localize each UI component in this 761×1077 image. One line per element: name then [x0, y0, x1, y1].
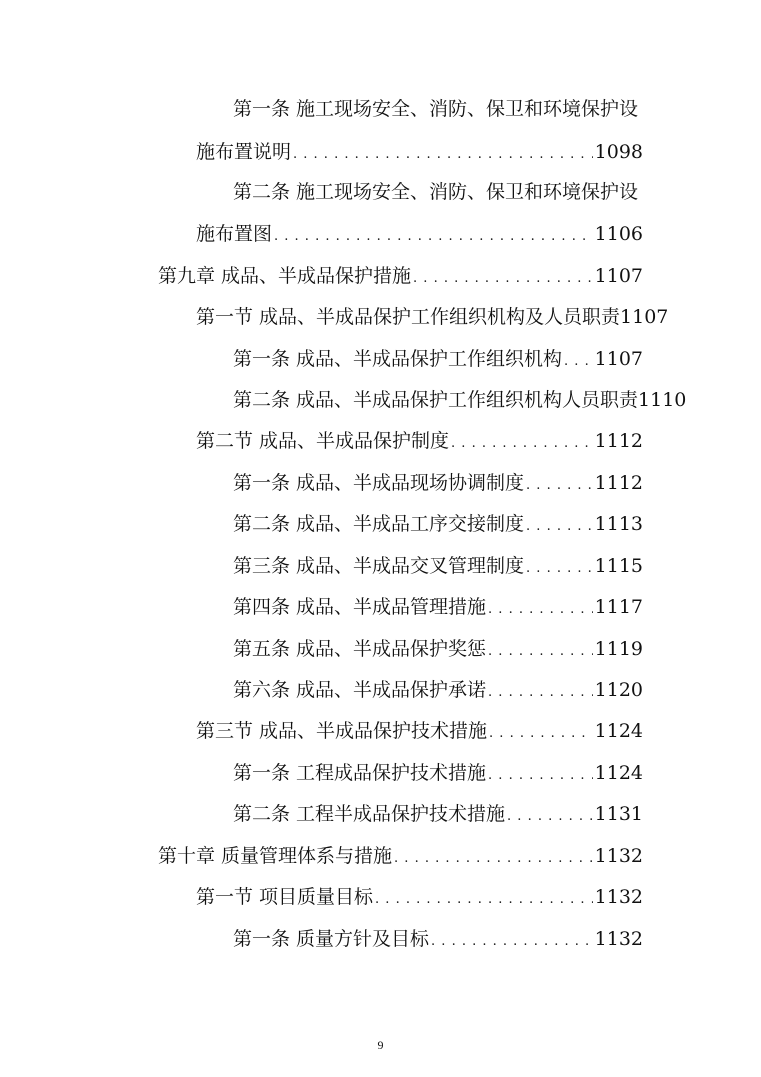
toc-leader-dots: [526, 512, 593, 542]
toc-entry[interactable]: [233, 551, 643, 581]
toc-entry-text: 第一条 成品、半成品保护工作组织机构: [233, 348, 563, 370]
toc-entry[interactable]: [233, 385, 687, 415]
toc-entry[interactable]: [196, 137, 643, 167]
toc-entry-page: 1117: [594, 596, 643, 618]
toc-leader-dots: [507, 802, 593, 832]
toc-entry[interactable]: [233, 799, 643, 829]
toc-entry[interactable]: [158, 261, 643, 291]
toc-leader-dots: [488, 761, 593, 791]
toc-leader-dots: [451, 429, 593, 459]
toc-entry-text: 施布置图: [196, 223, 273, 245]
toc-entry-text: 第九章 成品、半成品保护措施: [158, 265, 412, 287]
toc-entry-text: 第一条 工程成品保护技术措施: [233, 762, 487, 784]
toc-entry-text: 第四条 成品、半成品管理措施: [233, 596, 487, 618]
toc-entry-text: 第一条 施工现场安全、消防、保卫和环境保护设: [233, 98, 639, 120]
toc-entry[interactable]: [233, 509, 643, 539]
toc-entry-text: 第二条 工程半成品保护技术措施: [233, 803, 506, 825]
toc-entry[interactable]: [158, 841, 643, 871]
toc-entry-page: 1132: [594, 928, 643, 950]
toc-entry-page: 1132: [594, 886, 643, 908]
toc-entry-page: 1124: [594, 720, 643, 742]
toc-entry-page: 1112: [594, 430, 643, 452]
toc-entry-text: 第二条 施工现场安全、消防、保卫和环境保护设: [233, 181, 639, 203]
toc-entry-text: 第一条 质量方针及目标: [233, 928, 430, 950]
toc-entry[interactable]: [233, 344, 643, 374]
toc-leader-dots: [488, 637, 593, 667]
toc-leader-dots: [431, 927, 593, 957]
toc-entry-text: 第一节 成品、半成品保护工作组织机构及人员职责: [196, 306, 621, 328]
toc-entry[interactable]: [233, 758, 643, 788]
toc-entry-page: 1120: [594, 679, 643, 701]
toc-entry-page: 1119: [594, 638, 643, 660]
toc-entry-text: 第五条 成品、半成品保护奖惩: [233, 638, 487, 660]
toc-entry-page: 1106: [594, 223, 643, 245]
toc-leader-dots: [413, 264, 593, 294]
toc-leader-dots: [274, 222, 593, 252]
toc-entry-text: 第三条 成品、半成品交叉管理制度: [233, 555, 525, 577]
toc-entry-page: 1124: [594, 762, 643, 784]
toc-entry[interactable]: [196, 882, 643, 912]
toc-leader-dots: [526, 471, 593, 501]
toc-leader-dots: [564, 347, 593, 377]
toc-entry[interactable]: [233, 94, 643, 124]
toc-entry[interactable]: [233, 675, 643, 705]
toc-entry[interactable]: [196, 219, 643, 249]
toc-leader-dots: [375, 885, 593, 915]
toc-leader-dots: [394, 844, 593, 874]
toc-entry-page: 1132: [594, 845, 643, 867]
toc-entry[interactable]: [233, 924, 643, 954]
toc-entry-page: 1107: [594, 348, 643, 370]
toc-entry[interactable]: [196, 716, 643, 746]
toc-leader-dots: [488, 678, 593, 708]
toc-entry-page: 1110: [638, 389, 687, 411]
toc-entry-page: 1098: [594, 141, 643, 163]
toc-entry-page: 1112: [594, 472, 643, 494]
toc-entry-page: 1131: [594, 803, 643, 825]
toc-entry-text: 第六条 成品、半成品保护承诺: [233, 679, 487, 701]
toc-entry-text: 第二条 成品、半成品保护工作组织机构人员职责: [233, 389, 639, 411]
toc-leader-dots: [488, 595, 593, 625]
toc-leader-dots: [293, 140, 593, 170]
toc-entry[interactable]: [233, 592, 643, 622]
toc-entry[interactable]: [233, 177, 643, 207]
toc-leader-dots: [489, 719, 593, 749]
toc-entry[interactable]: [196, 302, 669, 332]
toc-entry[interactable]: [233, 634, 643, 664]
toc-entry-text: 第二条 成品、半成品工序交接制度: [233, 513, 525, 535]
toc-entry-text: 第三节 成品、半成品保护技术措施: [196, 720, 488, 742]
toc-entry-page: 1115: [594, 555, 643, 577]
toc-entry[interactable]: [233, 468, 643, 498]
toc-entry-text: 第一节 项目质量目标: [196, 886, 374, 908]
toc-entry-page: 1113: [594, 513, 643, 535]
toc-entry-page: 1107: [620, 306, 669, 328]
toc-entry[interactable]: [196, 426, 643, 456]
toc-entry-text: 施布置说明: [196, 141, 292, 163]
toc-entry-page: 1107: [594, 265, 643, 287]
toc-entry-text: 第十章 质量管理体系与措施: [158, 845, 393, 867]
toc-leader-dots: [526, 554, 593, 584]
page-number: 9: [377, 1038, 384, 1052]
toc-entry-text: 第一条 成品、半成品现场协调制度: [233, 472, 525, 494]
toc-entry-text: 第二节 成品、半成品保护制度: [196, 430, 450, 452]
